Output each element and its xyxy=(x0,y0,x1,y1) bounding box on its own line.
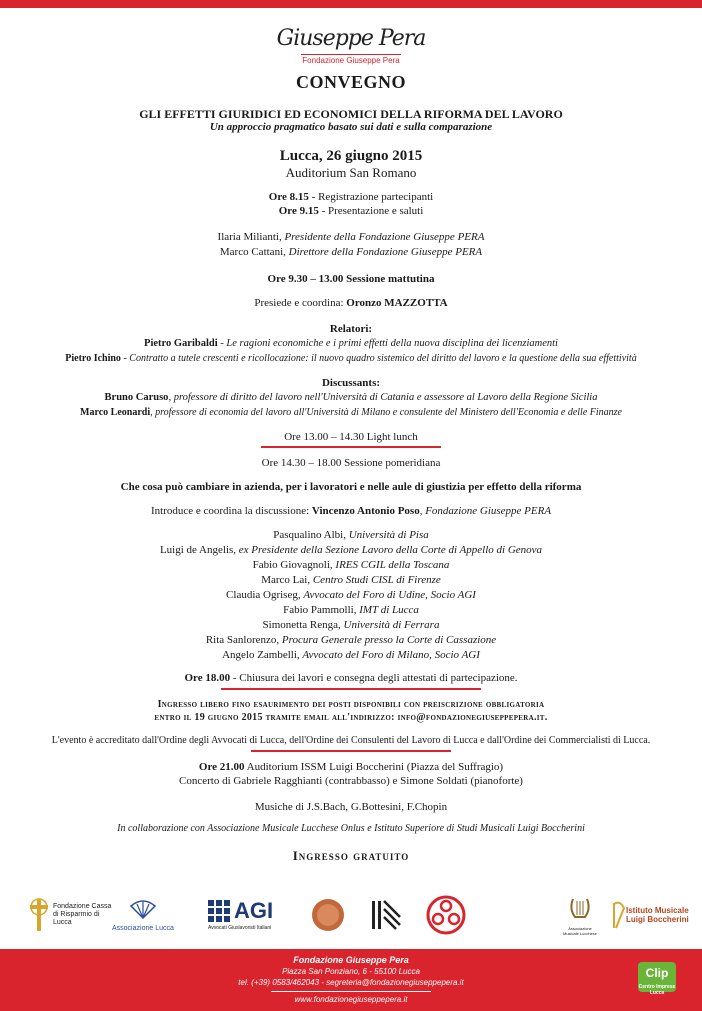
panelist: Angelo Zambelli, Avvocato del Foro di Milano, Socio AGI xyxy=(222,649,480,661)
event-venue: Auditorium San Romano xyxy=(285,165,417,180)
lunch-underline xyxy=(261,446,441,448)
panelist: Rita Sanlorenzo, Procura Generale presso la Corte di Cassazione xyxy=(205,634,497,646)
panelist: Simonetta Renga, Università di Ferrara xyxy=(262,619,440,631)
sponsor-name: Istituto Musicale Luigi Boccherini xyxy=(626,906,689,924)
panelist: Luigi de Angelis, ex Presidente della Sezione Lavoro della Corte di Appello di Genova xyxy=(159,544,543,556)
free-entry: Ingresso gratuito xyxy=(292,848,410,863)
opening-item: Ore 8.15 - Registrazione partecipanti xyxy=(268,191,434,203)
signature-logo: Giuseppe Pera xyxy=(276,26,426,51)
closing: Ore 18.00 - Chiusura dei lavori e consegna degli attestati di partecipazione. xyxy=(184,672,518,684)
clip-label: Clip xyxy=(645,966,669,980)
shell-icon xyxy=(128,898,158,920)
sponsor-logo xyxy=(208,892,273,938)
discussants-heading: Discussants: xyxy=(321,377,381,389)
clip-logo xyxy=(638,962,676,996)
accreditation-underline xyxy=(251,750,451,752)
coin-icon xyxy=(310,897,346,933)
stripes-icon xyxy=(368,897,404,933)
event-title: GLI EFFETTI GIURIDICI ED ECONOMICI DELLA RIFORMA DEL LAVORO xyxy=(139,107,563,121)
footer-contact[interactable]: tel. (+39) 0583/462043 - segreteria@fondazionegiuseppepera.it xyxy=(238,978,464,987)
lunch: Ore 13.00 – 14.30 Light lunch xyxy=(284,431,418,443)
discussant: Bruno Caruso, professore di diritto del lavoro nell'Università di Catania e assessore al Lavoro della Regione Sicilia xyxy=(104,392,598,403)
concert-collaboration: In collaborazione con Associazione Musicale Lucchese Onlus e Istituto Superiore di Studi Musicali Luigi Boccherini xyxy=(117,823,585,834)
grid-icon xyxy=(208,900,230,922)
poster-content xyxy=(0,8,702,864)
concert-performers: Concerto di Gabriele Ragghianti (contrabbasso) e Simone Soldati (pianoforte) xyxy=(179,775,523,787)
registration-line-2: entro il 19 giugno 2015 tramite email all'indirizzo: info@fondazionegiuseppepera.it. xyxy=(154,712,548,723)
top-red-bar xyxy=(0,0,702,8)
speaker: Pietro Ichino - Contratto a tutele crescenti e ricollocazione: il nuovo quadro sistemico del diritto del lavoro e la questione della sua effettività xyxy=(65,353,637,364)
accreditation: L'evento è accreditato dall'Ordine degli Avvocati di Lucca, dell'Ordine dei Consulenti del Lavoro di Lucca e dall'Ordine dei Commercialisti di Lucca. xyxy=(51,735,651,746)
sponsor-logo xyxy=(560,892,600,938)
sponsor-logo xyxy=(310,892,346,938)
footer-address: Piazza San Ponziano, 6 - 55100 Lucca xyxy=(282,967,420,976)
afternoon-theme: Che cosa può cambiare in azienda, per i lavoratori e nelle aule di giustizia per effetto della riforma xyxy=(120,481,582,493)
afternoon-chair: Introduce e coordina la discussione: Vincenzo Antonio Poso, Fondazione Giuseppe PERA xyxy=(150,505,552,517)
registration-line-1: Ingresso libero fino esaurimento dei posti disponibili con preiscrizione obbligatoria xyxy=(157,699,545,710)
sponsor-logo xyxy=(612,892,690,938)
sponsor-logo xyxy=(112,892,174,938)
event-subtitle: Un approccio pragmatico basato sui dati e sulla comparazione xyxy=(209,121,493,133)
footer xyxy=(0,949,702,1011)
concert-music: Musiche di J.S.Bach, G.Bottesini, F.Chopin xyxy=(254,801,448,813)
harp-icon xyxy=(612,900,626,930)
speaker: Pietro Garibaldi - Le ragioni economiche e i primi effetti della nuova disciplina dei licenziamenti xyxy=(144,338,558,349)
sponsor-logos xyxy=(0,892,702,942)
greeter: Marco Cattani, Direttore della Fondazione Giuseppe PERA xyxy=(219,246,483,258)
panelist: Fabio Pammolli, IMT di Lucca xyxy=(283,604,419,616)
sponsor-logo xyxy=(368,892,404,938)
sponsor-caption: Avvocati Giuslavoristi Italiani xyxy=(208,925,272,931)
sponsor-name: Associazione Musicale Lucchese xyxy=(562,925,598,936)
panelist: Fabio Giovagnoli, IRES CGIL della Toscana xyxy=(252,559,450,571)
foundation-label: Fondazione Giuseppe Pera xyxy=(302,56,400,65)
footer-rule xyxy=(271,991,431,992)
morning-session: Ore 9.30 – 13.00 Sessione mattutina xyxy=(267,273,435,285)
concert-time: Ore 21.00 Auditorium ISSM Luigi Boccherini (Piazza del Suffragio) xyxy=(198,761,504,773)
panelist: Claudia Ogriseg, Avvocato del Foro di Udine, Socio AGI xyxy=(226,589,476,601)
morning-chair: Presiede e coordina: Oronzo MAZZOTTA xyxy=(254,297,448,309)
panel-list xyxy=(0,528,702,663)
greeter: Ilaria Milianti, Presidente della Fondazione Giuseppe PERA xyxy=(217,231,485,243)
speakers-heading: Relatori: xyxy=(329,323,373,335)
clip-sub: Centro Imprese Lucca xyxy=(638,984,676,996)
closing-underline xyxy=(221,688,481,690)
lyre-icon xyxy=(567,895,593,921)
panelist: Pasqualino Albi, Università di Pisa xyxy=(273,529,429,541)
sponsor-logo xyxy=(28,892,113,938)
event-date: Lucca, 26 giugno 2015 xyxy=(279,148,423,164)
panelist: Marco Lai, Centro Studi CISL di Firenze xyxy=(261,574,441,586)
sponsor-name: Associazione Lucca xyxy=(112,924,174,932)
event-type: CONVEGNO xyxy=(295,72,406,92)
afternoon-session: Ore 14.30 – 18.00 Sessione pomeridiana xyxy=(261,457,441,469)
signature-rule xyxy=(301,54,401,55)
rosette-icon xyxy=(426,895,466,935)
sponsor-logo xyxy=(426,892,466,938)
cross-icon xyxy=(28,897,50,933)
opening-item: Ore 9.15 - Presentazione e saluti xyxy=(278,205,424,217)
sponsor-name: AGI xyxy=(234,898,274,923)
sponsor-name: Fondazione Cassa di Risparmio di Lucca xyxy=(53,903,112,926)
footer-name: Fondazione Giuseppe Pera xyxy=(293,955,409,965)
footer-website[interactable]: www.fondazionegiuseppepera.it xyxy=(294,995,408,1004)
discussant: Marco Leonardi, professore di economia del lavoro all'Università di Milano e consulente del Ministero dell'Economia e delle Finanze xyxy=(80,407,622,418)
